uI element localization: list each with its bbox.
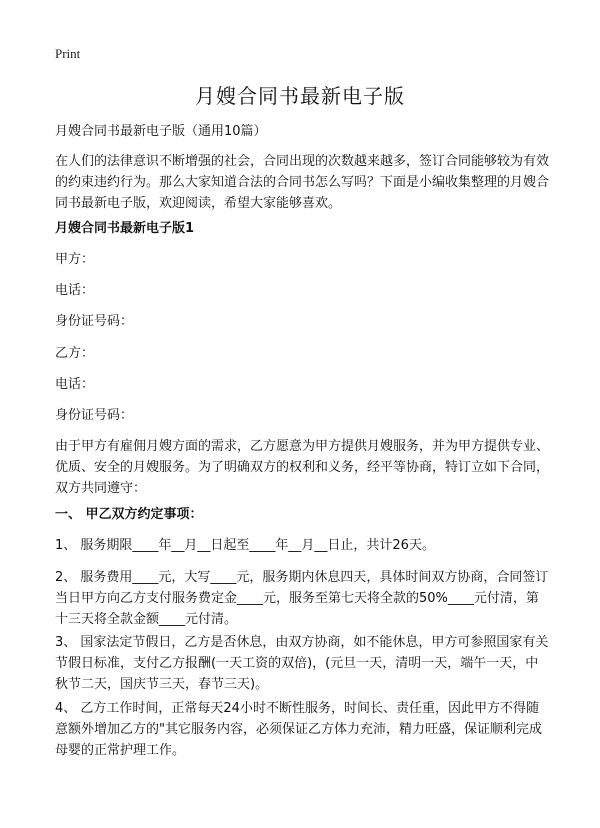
party-a-phone-label: 电话： (55, 283, 95, 298)
clause-2: 2、 服务费用____元，大写____元，服务期内休息四天，具体时间双方协商，合同签订当日甲方向乙方支付服务费定金____元，服务至第七天将全款的50%____元付清，第十三天将全款金额____元付清。 (55, 570, 549, 627)
article-heading: 一、 甲乙双方约定事项： (55, 507, 203, 522)
section-heading: 月嫂合同书最新电子版1 (55, 221, 195, 236)
page-title: 月嫂合同书最新电子版 (195, 84, 405, 108)
clause-3: 3、 国家法定节假日，乙方是否休息，由双方协商，如不能休息，甲方可参照国家有关节假日标准，支付乙方报酬(一天工资的双倍)，(元旦一天，清明一天，端午一天，中秋节二天，国庆节三天，春节三天)。 (55, 635, 549, 692)
party-b-label: 乙方： (55, 346, 95, 361)
intro-paragraph: 在人们的法律意识不断增强的社会，合同出现的次数越来越多，签订合同能够较为有效的约束违约行为。那么大家知道合法的合同书怎么写吗？下面是小编收集整理的月嫂合同书最新电子版，欢迎阅读，希望大家能够喜欢。 (55, 154, 550, 211)
preamble-paragraph: 由于甲方有雇佣月嫂方面的需求，乙方愿意为甲方提供月嫂服务，并为甲方提供专业、优质、安全的月嫂服务。为了明确双方的权利和义务，经平等协商，特订立如下合同，双方共同遵守： (55, 439, 550, 496)
clause-4: 4、 乙方工作时间，正常每天24小时不断性服务，时间长、责任重，因此甲方不得随意额外增加乙方的"其它服务内容，必须保证乙方体力充沛，精力旺盛，保证顺利完成母婴的正常护理工作。 (55, 701, 542, 758)
subtitle: 月嫂合同书最新电子版（通用10篇） (55, 124, 267, 139)
party-b-phone-label: 电话： (55, 377, 95, 392)
party-b-id-label: 身份证号码： (55, 408, 134, 423)
party-a-label: 甲方： (55, 252, 95, 267)
party-a-id-label: 身份证号码： (55, 314, 134, 329)
clause-1: 1、 服务期限____年__月__日起至____年__月__日止，共计26天。 (55, 538, 435, 553)
print-label: Print (55, 46, 81, 61)
